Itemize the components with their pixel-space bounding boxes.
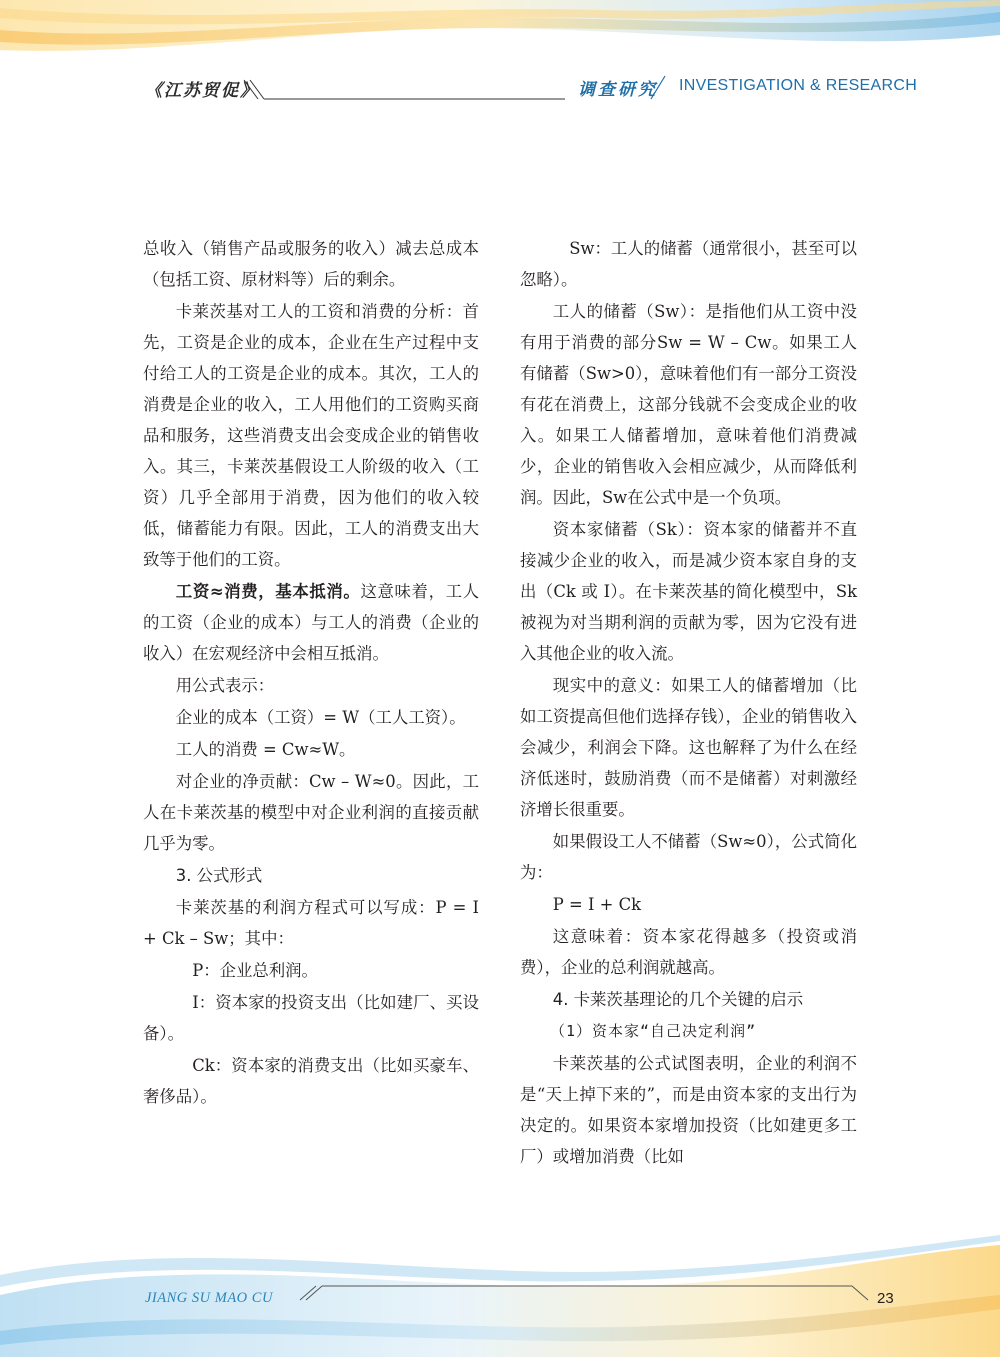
paragraph bbox=[143, 296, 479, 575]
text-run: ，企业在生产过程中支付给工人的工资是企业的成本。其次， bbox=[143, 333, 480, 383]
text-run: ，工人用他们的工资购买商品和服务，这些消费支出会变成企业的销售收入。其三，卡莱茨基假设工人阶级的收入（工资）几乎全部用于消费，因为他们的收入较低，储蓄能力有限。因此，工人的消费支出大致等于他们的工资。 bbox=[143, 395, 480, 569]
paragraph: 总收入（销售产品或服务的收入）减去总成本（包括工资、原材料等）后的剩余。 bbox=[143, 239, 479, 289]
footer-journal-name: JIANG SU MAO CU bbox=[145, 1290, 273, 1306]
emphasis-text: 工资≈消费，基本抵消。 bbox=[175, 582, 361, 601]
paragraph: 资本家储蓄（Sk）：资本家的储蓄并不直接减少企业的收入，而是减少资本家自身的支出（Ck 或 I）。在卡莱茨基的简化模型中，Sk 被视为对当期利润的贡献为零，因为它没有进入其他企业的收入流。 bbox=[520, 520, 857, 663]
section-title-en: INVESTIGATION & RESEARCH bbox=[679, 77, 918, 94]
paragraph: Ck：资本家的消费支出（比如买豪车、奢侈品）。 bbox=[143, 1056, 479, 1106]
section-heading: 3. 公式形式 bbox=[175, 866, 263, 885]
text-run: 如果假设工人不储蓄（Sw≈0）， bbox=[552, 832, 792, 851]
paragraph: 企业的成本（工资）= W（工人工资）。 bbox=[175, 708, 466, 727]
paragraph bbox=[520, 826, 857, 888]
paragraph: I：资本家的投资支出（比如建厂、买设备）。 bbox=[143, 993, 479, 1043]
paragraph: P：企业总利润。 bbox=[192, 961, 318, 980]
section-title-cn: 调查研究 bbox=[578, 80, 658, 100]
journal-name: 《江苏贸促》 bbox=[145, 81, 259, 101]
paragraph: 工人的储蓄（Sw）：是指他们从工资中没有用于消费的部分Sw = W – Cw。如果工人有储蓄（Sw>0），意味着他们有一部分工资没有花在消费上，这部分钱就不会变成企业的收入。如果工人储蓄增加，意味着他们消费减少，企业的销售收入会相应减少，从而降低利润。因此，Sw在公式中是一个负项。 bbox=[520, 302, 857, 507]
paragraph: 卡莱茨基的公式试图表明，企业的利润不是“天上掉下来的”，而是由资本家的支出行为决定的。如果资本家增加投资（比如建更多工厂）或增加消费（比如 bbox=[520, 1054, 857, 1166]
paragraph: 用公式表示： bbox=[175, 676, 275, 695]
section-heading: 4. 卡莱茨基理论的几个关键的启示 bbox=[552, 990, 804, 1009]
left-column bbox=[143, 233, 479, 1113]
page-number: 23 bbox=[877, 1290, 894, 1307]
paragraph: Sw：工人的储蓄（通常很小，甚至可以忽略）。 bbox=[520, 239, 857, 289]
paragraph bbox=[143, 576, 479, 669]
paragraph: 对企业的净贡献：Cw – W≈0。因此，工人在卡莱茨基的模型中对企业利润的直接贡献几乎为零。 bbox=[143, 772, 479, 853]
emphasis-text: 首先，工资是企业的成本 bbox=[143, 302, 479, 352]
right-column bbox=[520, 233, 857, 1173]
paragraph: 卡莱茨基的利润方程式可以写成：P = I + Ck – Sw；其中： bbox=[143, 898, 479, 948]
text-run: 这意味着，工人的工资（企业的成本）与工人的消费（企业的收入）在宏观经济中会相互抵消。 bbox=[143, 582, 480, 663]
subsection-heading: （1）资本家“自己决定利润” bbox=[550, 1022, 757, 1040]
text-run: 卡莱茨基对工人的工资和消费的分析： bbox=[175, 302, 463, 321]
paragraph: 工人的消费 = Cw≈W。 bbox=[175, 740, 356, 759]
formula: P = I + Ck bbox=[552, 895, 642, 914]
paragraph: 现实中的意义：如果工人的储蓄增加（比如工资提高但他们选择存钱），企业的销售收入会减少，利润会下降。这也解释了为什么在经济低迷时，鼓励消费（而不是储蓄）对刺激经济增长很重要。 bbox=[520, 676, 857, 819]
emphasis-text: 公式简化为： bbox=[520, 832, 857, 882]
paragraph: 这意味着：资本家花得越多（投资或消费），企业的总利润就越高。 bbox=[520, 927, 857, 977]
emphasis-text: 工人的消费是企业的收入 bbox=[143, 364, 480, 414]
